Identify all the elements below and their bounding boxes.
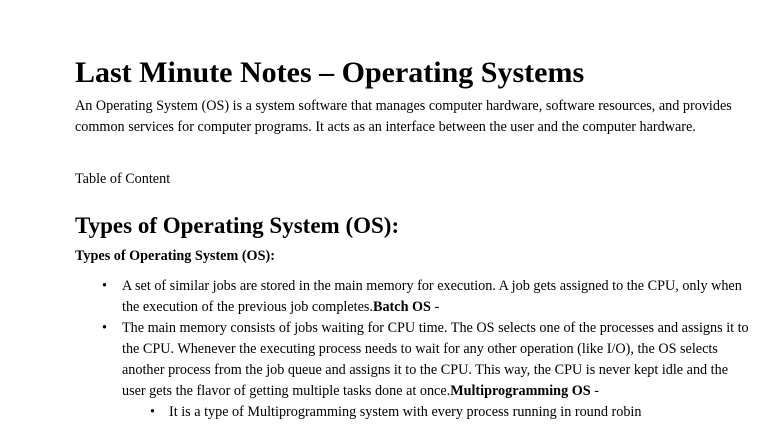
list-item-suffix: - xyxy=(430,299,440,315)
sublist-item-text: It is a type of Multiprogramming system with every process running in round robin xyxy=(169,404,642,420)
list-item-term: Batch OS xyxy=(372,299,431,315)
sub-bullet-icon: • xyxy=(150,404,155,420)
sublist-item-multitasking xyxy=(122,402,755,423)
page-title: Last Minute Notes – Operating Systems xyxy=(75,56,585,89)
list-item-batch-os xyxy=(75,276,755,318)
section-heading: Types of Operating System (OS): xyxy=(75,213,400,238)
list-item-suffix: - xyxy=(590,383,599,399)
bullet-icon: • xyxy=(102,278,107,294)
section-subheading: Types of Operating System (OS): xyxy=(75,248,275,264)
intro-paragraph: An Operating System (OS) is a system software that manages computer hardware, software resources, and provides common services for computer programs. It acts as an interface between the user and the computer hardware. xyxy=(75,98,732,135)
multiprogramming-sublist xyxy=(122,402,755,423)
table-of-content-label: Table of Content xyxy=(75,171,171,187)
list-item-multiprogramming-os xyxy=(75,318,755,423)
list-item-term: Multiprogramming OS xyxy=(450,383,591,399)
list-item-text: A set of similar jobs are stored in the main memory for execution. A job gets assigned to the CPU, only when the execution of the previous job completes. xyxy=(122,278,742,315)
bullet-icon: • xyxy=(102,320,107,336)
os-types-list xyxy=(75,276,755,423)
list-item-text: The main memory consists of jobs waiting for CPU time. The OS selects one of the processes and assigns it to the CPU. Whenever the executing process needs to wait for any other operation (like I/O), the OS selects another process from the job queue and assigns it to the CPU. This way, the CPU is never kept idle and the user gets the flavor of getting multiple tasks done at once. xyxy=(122,320,749,399)
